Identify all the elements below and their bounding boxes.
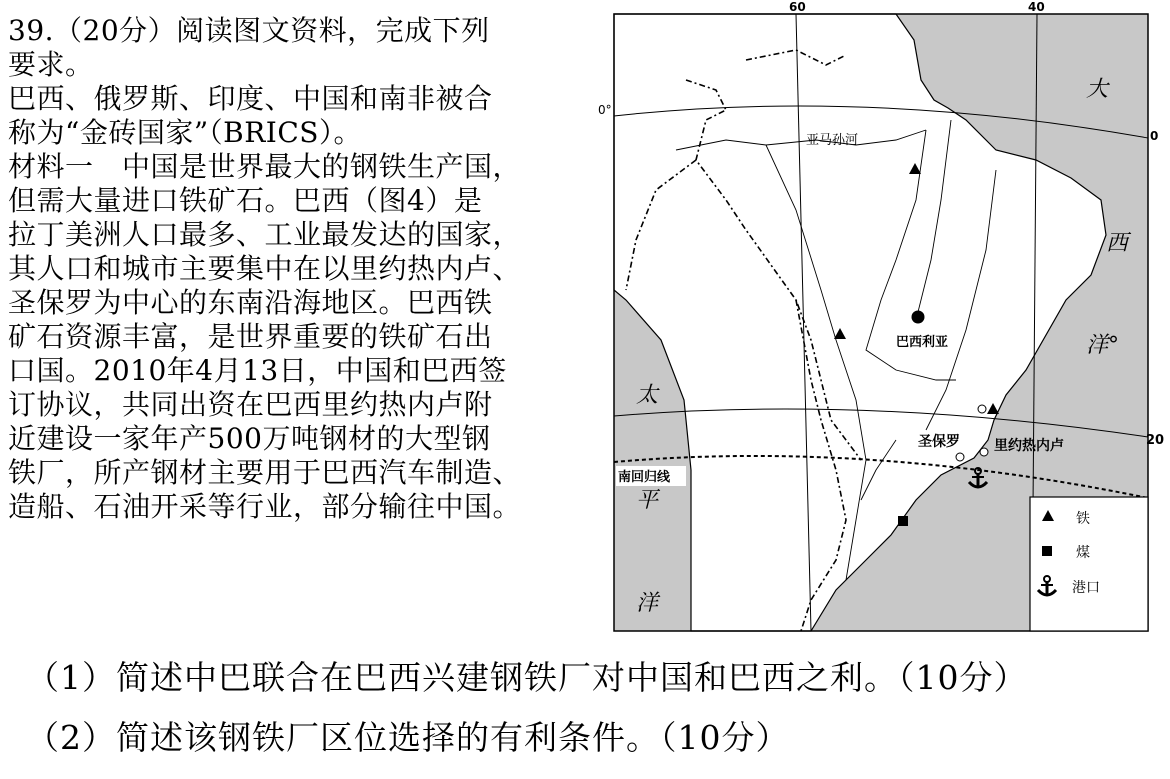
questions (26, 648, 1028, 768)
city-icon (980, 448, 988, 456)
passage-line: 但需大量进口铁矿石。巴西（图4）是 (8, 184, 483, 217)
passage-line: 材料一 中国是世界最大的钢铁生产国， (8, 150, 522, 183)
city-icon (978, 405, 986, 413)
lat-label-0-right: 0 (1150, 129, 1159, 143)
passage-line: 订协议，共同出资在巴西里约热内卢附 (8, 388, 493, 421)
coal-icon (898, 516, 908, 526)
ocean-label-pacific-1: 太 (636, 383, 659, 408)
lat-label-20-right: 20 (1146, 433, 1165, 448)
passage-line: 矿石资源丰富，是世界重要的铁矿石出 (8, 320, 493, 353)
legend-coal-icon (1042, 546, 1052, 556)
passage-line: 拉丁美洲人口最多、工业最发达的国家， (8, 218, 522, 251)
city-icon (956, 453, 964, 461)
passage-line: 口国。2010年4月13日，中国和巴西签 (8, 354, 507, 387)
passage-line: 39.（20分）阅读图文资料，完成下列 (8, 14, 490, 47)
question-1: （1）简述中巴联合在巴西兴建钢铁厂对中国和巴西之利。（10分） (26, 658, 1028, 697)
legend-label-port: 港口 (1072, 580, 1100, 596)
brazil-map (596, 0, 1166, 635)
passage-line: 圣保罗为中心的东南沿海地区。巴西铁 (8, 286, 493, 319)
passage-line: 巴西、俄罗斯、印度、中国和南非被合 (8, 82, 493, 115)
ocean-label-atlantic-3: 洋° (1086, 333, 1120, 358)
lon-label-60: 60 (789, 0, 806, 14)
ocean-label-atlantic-1: 大 (1086, 77, 1109, 102)
lon-label-40: 40 (1028, 0, 1045, 14)
city-label-brasilia: 巴西利亚 (896, 335, 949, 350)
passage-line: 铁厂，所产钢材主要用于巴西汽车制造、 (8, 456, 522, 489)
legend (1030, 497, 1148, 631)
passage-line: 称为“金砖国家”（BRICS）。 (8, 116, 362, 149)
tropic-label: 南回归线 (618, 470, 671, 485)
ocean-label-pacific-3: 洋 (636, 591, 659, 616)
legend-label-coal: 煤 (1076, 545, 1090, 561)
city-label-sao-paulo: 圣保罗 (918, 434, 960, 450)
city-label-rio: 里约热内卢 (994, 438, 1064, 454)
passage-line: 近建设一家年产500万吨钢材的大型钢 (8, 422, 491, 455)
capital-icon (912, 311, 925, 324)
legend-label-iron: 铁 (1076, 511, 1090, 527)
passage-line: 要求。 (8, 48, 94, 81)
river-label-amazon: 亚马孙河 (806, 133, 859, 148)
passage-line: 造船、石油开采等行业，部分输往中国。 (8, 490, 522, 523)
passage-line: 其人口和城市主要集中在以里约热内卢、 (8, 252, 522, 285)
ocean-label-atlantic-2: 西 (1106, 231, 1129, 256)
lat-label-0-left: 0° (598, 103, 612, 117)
question-2: （2）简述该钢铁厂区位选择的有利条件。（10分） (26, 718, 790, 757)
ocean-label-pacific-2: 平 (636, 488, 659, 513)
passage-text (8, 14, 588, 524)
